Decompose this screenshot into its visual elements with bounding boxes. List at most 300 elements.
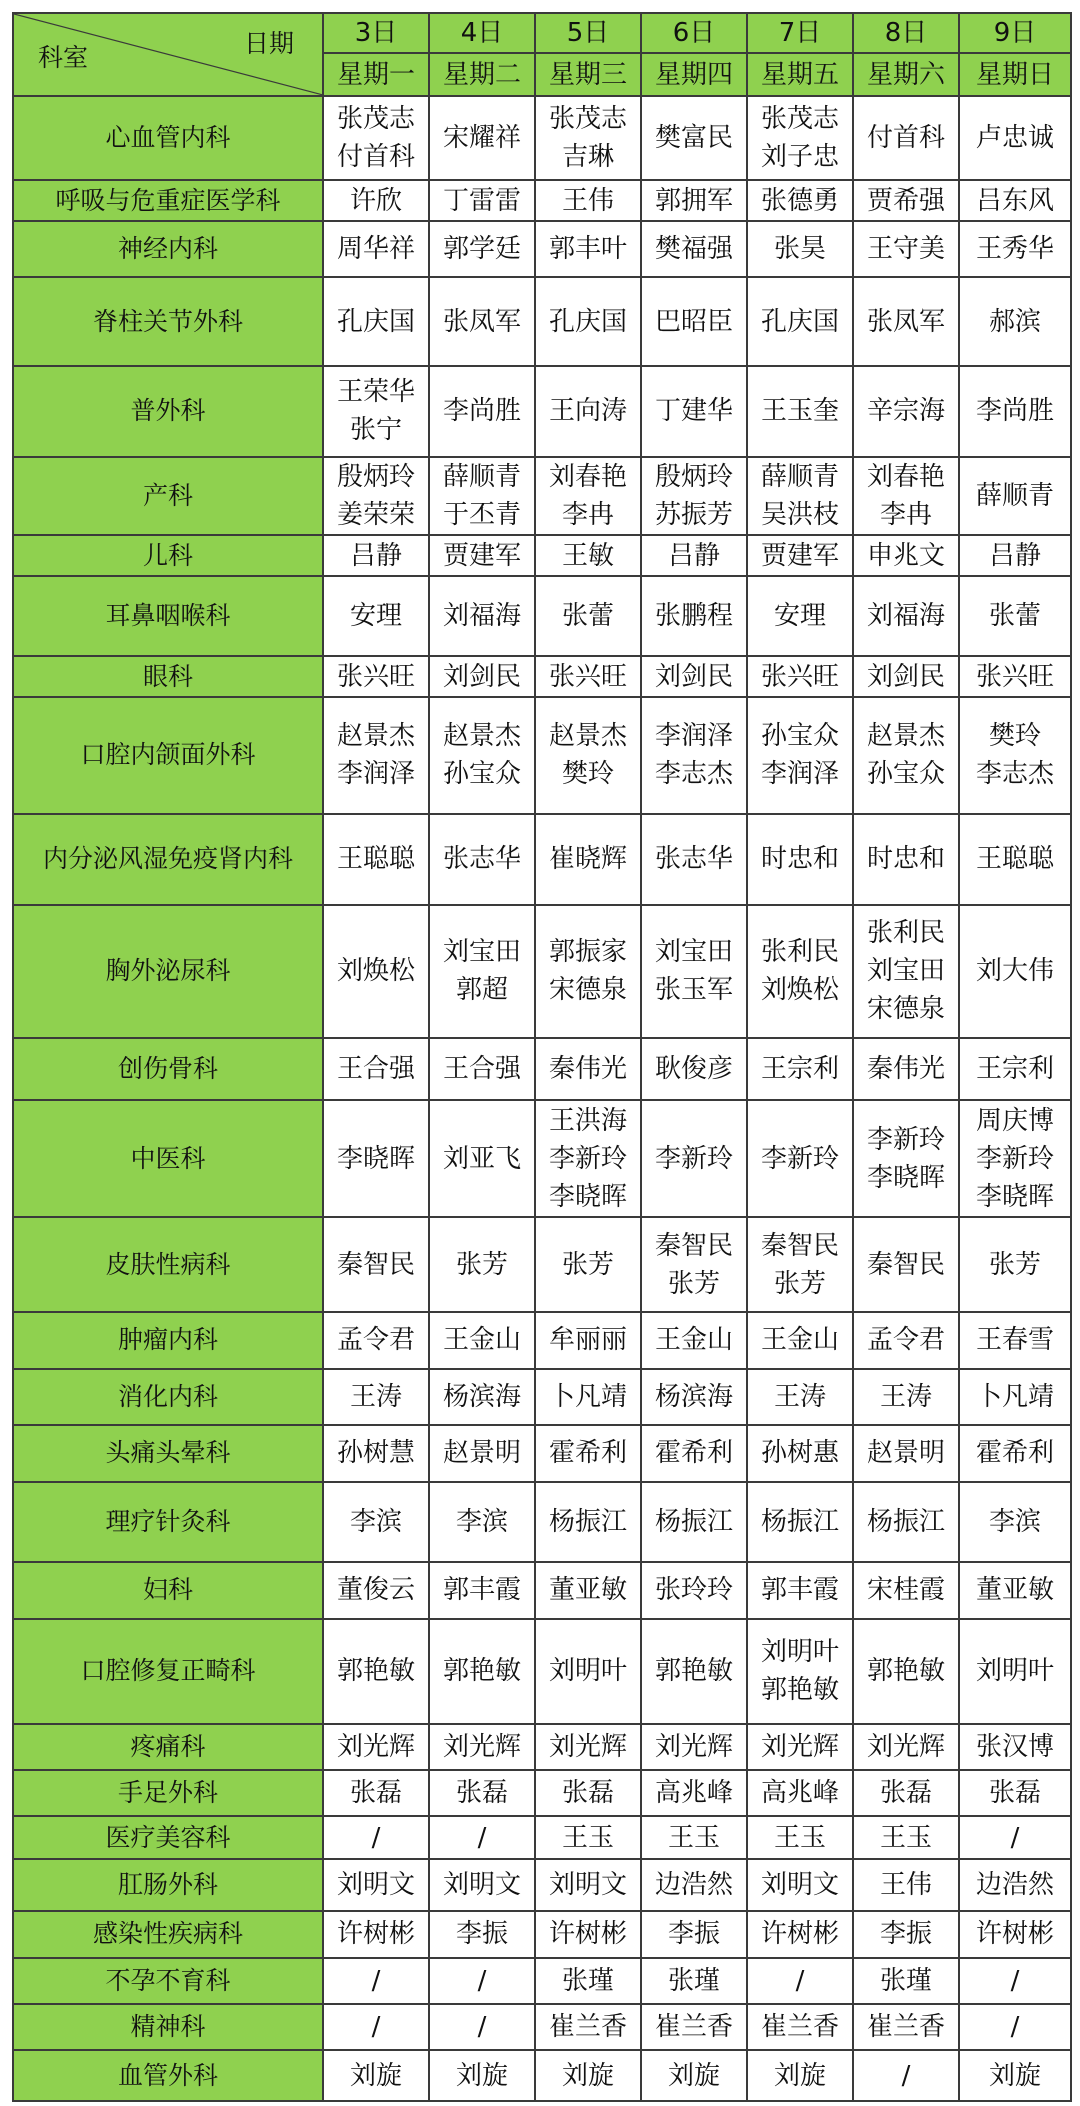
doctor-name: 吕静 bbox=[349, 540, 402, 571]
doctor-name: 董亚敏 bbox=[975, 1575, 1054, 1606]
doctor-name: 张蕾 bbox=[561, 601, 614, 632]
doctor-name: 刘明叶 bbox=[975, 1656, 1054, 1687]
doctor-cell bbox=[959, 814, 1071, 905]
doctor-name: 王涛 bbox=[879, 1381, 932, 1412]
doctor-name: 张兴旺 bbox=[975, 661, 1054, 692]
doctor-cell bbox=[323, 1859, 429, 1911]
doctor-cell bbox=[429, 1724, 535, 1770]
doctor-cell bbox=[323, 1958, 429, 2004]
doctor-name: 王玉 bbox=[773, 1822, 826, 1853]
doctor-cell bbox=[853, 697, 959, 814]
doctor-name: 许树彬 bbox=[760, 1919, 839, 1950]
doctor-name: 李新玲 bbox=[654, 1143, 733, 1174]
table-row bbox=[13, 814, 1071, 905]
doctor-cell bbox=[853, 1425, 959, 1481]
doctor-name: 王玉 bbox=[879, 1822, 932, 1853]
doctor-name: 牟丽丽 bbox=[548, 1325, 627, 1356]
doctor-name: 刘福海 bbox=[866, 601, 945, 632]
doctor-cell bbox=[853, 1100, 959, 1217]
doctor-name: 贾建军 bbox=[442, 540, 521, 571]
table-row bbox=[13, 366, 1071, 457]
doctor-cell bbox=[959, 277, 1071, 366]
doctor-name: 吕静 bbox=[988, 540, 1041, 571]
table-row bbox=[13, 656, 1071, 696]
doctor-cell bbox=[323, 1816, 429, 1858]
doctor-cell bbox=[323, 366, 429, 457]
doctor-name: 秦智民 bbox=[654, 1230, 733, 1261]
doctor-name: 王合强 bbox=[442, 1054, 521, 1085]
doctor-cell bbox=[429, 1619, 535, 1724]
doctor-cell bbox=[535, 697, 641, 814]
doctor-cell bbox=[853, 366, 959, 457]
doctor-name: / bbox=[1010, 2012, 1020, 2043]
doctor-name: / bbox=[371, 2012, 381, 2043]
doctor-cell bbox=[535, 1217, 641, 1312]
department-name-cell: 产科 bbox=[13, 457, 323, 536]
doctor-cell bbox=[323, 277, 429, 366]
doctor-name: 刘剑民 bbox=[866, 661, 945, 692]
doctor-name: 苏振芳 bbox=[654, 500, 733, 531]
doctor-cell bbox=[429, 576, 535, 657]
doctor-cell bbox=[323, 576, 429, 657]
doctor-name: 王涛 bbox=[349, 1381, 402, 1412]
doctor-name: 董俊云 bbox=[336, 1575, 415, 1606]
doctor-name: 付首科 bbox=[336, 142, 415, 173]
doctor-cell bbox=[323, 96, 429, 181]
doctor-name: 张兴旺 bbox=[760, 661, 839, 692]
date-header-cell: 3日 bbox=[323, 13, 429, 53]
doctor-cell bbox=[853, 1369, 959, 1425]
doctor-cell bbox=[959, 697, 1071, 814]
doctor-cell bbox=[323, 2050, 429, 2101]
doctor-name: 刘旋 bbox=[455, 2060, 508, 2091]
weekday-header-cell: 星期二 bbox=[429, 53, 535, 95]
doctor-cell bbox=[853, 656, 959, 696]
doctor-cell bbox=[323, 1038, 429, 1101]
doctor-name: 杨滨海 bbox=[654, 1381, 733, 1412]
doctor-name: 薛顺青 bbox=[760, 462, 839, 493]
doctor-name: 刘子忠 bbox=[760, 142, 839, 173]
doctor-name: 姜荣荣 bbox=[336, 500, 415, 531]
department-name-cell: 不孕不育科 bbox=[13, 1958, 323, 2004]
table-row bbox=[13, 1038, 1071, 1101]
doctor-cell bbox=[747, 2004, 853, 2050]
doctor-name: 时忠和 bbox=[760, 844, 839, 875]
doctor-cell bbox=[959, 1619, 1071, 1724]
doctor-name: 赵景杰 bbox=[548, 721, 627, 752]
doctor-cell bbox=[641, 1425, 747, 1481]
doctor-cell bbox=[429, 1100, 535, 1217]
table-row bbox=[13, 1217, 1071, 1312]
doctor-cell bbox=[323, 1369, 429, 1425]
doctor-cell bbox=[323, 1562, 429, 1618]
doctor-name: 薛顺青 bbox=[975, 481, 1054, 512]
doctor-name: 孙树慧 bbox=[336, 1438, 415, 1469]
doctor-name: 郭艳敏 bbox=[442, 1656, 521, 1687]
doctor-name: 李振 bbox=[879, 1919, 932, 1950]
department-name-cell: 眼科 bbox=[13, 656, 323, 696]
table-row bbox=[13, 1816, 1071, 1858]
doctor-name: 刘光辉 bbox=[442, 1731, 521, 1762]
doctor-cell bbox=[959, 1100, 1071, 1217]
doctor-name: 张凤军 bbox=[866, 306, 945, 337]
doctor-cell bbox=[323, 1312, 429, 1368]
table-row bbox=[13, 221, 1071, 277]
doctor-name: 吕东风 bbox=[975, 185, 1054, 216]
doctor-name: 张兴旺 bbox=[548, 661, 627, 692]
doctor-name: / bbox=[371, 1965, 381, 1996]
doctor-name: 张磊 bbox=[988, 1778, 1041, 1809]
doctor-name: 赵景明 bbox=[442, 1438, 521, 1469]
doctor-name: 孙树惠 bbox=[760, 1438, 839, 1469]
doctor-name: 张磊 bbox=[561, 1778, 614, 1809]
doctor-cell bbox=[853, 2050, 959, 2101]
doctor-name: 李滨 bbox=[455, 1506, 508, 1537]
doctor-cell bbox=[959, 656, 1071, 696]
doctor-name: 张玉军 bbox=[654, 975, 733, 1006]
doctor-name: 张志华 bbox=[654, 844, 733, 875]
doctor-cell bbox=[747, 277, 853, 366]
doctor-name: 吉琳 bbox=[561, 142, 614, 173]
doctor-name: 王洪海 bbox=[548, 1105, 627, 1136]
doctor-cell bbox=[747, 656, 853, 696]
department-name-cell: 妇科 bbox=[13, 1562, 323, 1618]
doctor-cell bbox=[747, 905, 853, 1038]
table-row bbox=[13, 1562, 1071, 1618]
doctor-name: 郭艳敏 bbox=[336, 1656, 415, 1687]
doctor-cell bbox=[959, 1425, 1071, 1481]
doctor-name: 李晓晖 bbox=[548, 1181, 627, 1212]
doctor-cell bbox=[535, 814, 641, 905]
date-header-cell: 9日 bbox=[959, 13, 1071, 53]
weekday-header-cell: 星期一 bbox=[323, 53, 429, 95]
doctor-name: 张利民 bbox=[866, 918, 945, 949]
doctor-name: 樊富民 bbox=[654, 123, 733, 154]
doctor-name: 刘剑民 bbox=[654, 661, 733, 692]
doctor-name: 秦智民 bbox=[760, 1230, 839, 1261]
doctor-name: 张芳 bbox=[455, 1249, 508, 1280]
table-row bbox=[13, 96, 1071, 181]
doctor-cell bbox=[535, 96, 641, 181]
doctor-name: 刘光辉 bbox=[336, 1731, 415, 1762]
doctor-name: 李新玲 bbox=[866, 1124, 945, 1155]
doctor-name: 时忠和 bbox=[866, 844, 945, 875]
table-row bbox=[13, 1100, 1071, 1217]
doctor-name: 刘春艳 bbox=[548, 462, 627, 493]
doctor-cell bbox=[323, 656, 429, 696]
doctor-cell bbox=[323, 814, 429, 905]
doctor-cell bbox=[959, 96, 1071, 181]
doctor-cell bbox=[747, 1312, 853, 1368]
doctor-name: 王春雪 bbox=[975, 1325, 1054, 1356]
doctor-cell bbox=[853, 1217, 959, 1312]
doctor-name: 刘光辉 bbox=[548, 1731, 627, 1762]
date-header-cell: 5日 bbox=[535, 13, 641, 53]
doctor-cell bbox=[535, 1038, 641, 1101]
department-name-cell: 胸外泌尿科 bbox=[13, 905, 323, 1038]
doctor-name: 秦伟光 bbox=[866, 1054, 945, 1085]
doctor-cell bbox=[429, 1911, 535, 1957]
doctor-cell bbox=[853, 1958, 959, 2004]
doctor-cell bbox=[535, 1724, 641, 1770]
doctor-name: 张茂志 bbox=[548, 104, 627, 135]
doctor-cell bbox=[747, 180, 853, 220]
doctor-name: 刘光辉 bbox=[654, 1731, 733, 1762]
doctor-cell bbox=[747, 697, 853, 814]
doctor-cell bbox=[641, 2050, 747, 2101]
doctor-cell bbox=[535, 457, 641, 536]
doctor-cell bbox=[641, 180, 747, 220]
doctor-name: 刘大伟 bbox=[975, 956, 1054, 987]
doctor-cell bbox=[429, 1425, 535, 1481]
header-row-dates bbox=[13, 13, 1071, 53]
weekday-header-cell: 星期五 bbox=[747, 53, 853, 95]
doctor-cell bbox=[959, 221, 1071, 277]
doctor-name: 刘焕松 bbox=[336, 956, 415, 987]
doctor-name: 郭拥军 bbox=[654, 185, 733, 216]
doctor-name: 王聪聪 bbox=[975, 844, 1054, 875]
doctor-name: 王伟 bbox=[879, 1869, 932, 1900]
doctor-name: 樊玲 bbox=[561, 759, 614, 790]
doctor-name: 秦伟光 bbox=[548, 1054, 627, 1085]
doctor-name: / bbox=[371, 1822, 381, 1853]
doctor-cell bbox=[959, 1482, 1071, 1563]
table-row bbox=[13, 1911, 1071, 1957]
doctor-cell bbox=[641, 1619, 747, 1724]
table-row bbox=[13, 697, 1071, 814]
doctor-cell bbox=[959, 2050, 1071, 2101]
doctor-name: 王秀华 bbox=[975, 234, 1054, 264]
doctor-name: 高兆峰 bbox=[760, 1778, 839, 1809]
doctor-cell bbox=[641, 1038, 747, 1101]
doctor-name: 樊玲 bbox=[988, 721, 1041, 752]
doctor-name: 边浩然 bbox=[975, 1869, 1054, 1900]
doctor-cell bbox=[429, 1562, 535, 1618]
doctor-cell bbox=[747, 366, 853, 457]
table-row bbox=[13, 905, 1071, 1038]
doctor-cell bbox=[535, 1816, 641, 1858]
doctor-cell bbox=[747, 221, 853, 277]
doctor-name: 薛顺青 bbox=[442, 462, 521, 493]
doctor-cell bbox=[959, 457, 1071, 536]
doctor-name: 李润泽 bbox=[760, 759, 839, 790]
doctor-cell bbox=[853, 1482, 959, 1563]
doctor-name: 卜凡靖 bbox=[548, 1381, 627, 1412]
doctor-cell bbox=[959, 180, 1071, 220]
table-row bbox=[13, 2050, 1071, 2101]
doctor-name: 王金山 bbox=[442, 1325, 521, 1356]
doctor-name: 郭学廷 bbox=[442, 234, 521, 264]
doctor-cell bbox=[747, 1958, 853, 2004]
doctor-cell bbox=[323, 221, 429, 277]
doctor-cell bbox=[535, 1770, 641, 1816]
doctor-name: 张芳 bbox=[773, 1268, 826, 1299]
doctor-name: 崔兰香 bbox=[548, 2012, 627, 2043]
doctor-name: 刘旋 bbox=[349, 2060, 402, 2091]
doctor-name: 王金山 bbox=[760, 1325, 839, 1356]
table-row bbox=[13, 2004, 1071, 2050]
doctor-name: 安理 bbox=[773, 601, 826, 632]
department-name-cell: 头痛头晕科 bbox=[13, 1425, 323, 1481]
doctor-cell bbox=[641, 1958, 747, 2004]
doctor-name: 刘光辉 bbox=[866, 1731, 945, 1762]
doctor-cell bbox=[747, 1911, 853, 1957]
doctor-name: 李滨 bbox=[349, 1506, 402, 1537]
doctor-cell bbox=[323, 1619, 429, 1724]
doctor-cell bbox=[959, 1312, 1071, 1368]
doctor-cell bbox=[747, 1562, 853, 1618]
doctor-cell bbox=[641, 221, 747, 277]
weekday-header-cell: 星期三 bbox=[535, 53, 641, 95]
doctor-name: 赵景杰 bbox=[442, 721, 521, 752]
doctor-name: 张磊 bbox=[879, 1778, 932, 1809]
doctor-cell bbox=[535, 1859, 641, 1911]
doctor-cell bbox=[641, 656, 747, 696]
doctor-cell bbox=[747, 1369, 853, 1425]
doctor-cell bbox=[429, 96, 535, 181]
doctor-cell bbox=[853, 2004, 959, 2050]
doctor-cell bbox=[853, 1770, 959, 1816]
doctor-cell bbox=[747, 1724, 853, 1770]
doctor-name: 张利民 bbox=[760, 937, 839, 968]
doctor-name: 郭振家 bbox=[548, 937, 627, 968]
doctor-cell bbox=[641, 1369, 747, 1425]
doctor-cell bbox=[853, 576, 959, 657]
doctor-name: 李晓晖 bbox=[866, 1162, 945, 1193]
doctor-name: 赵景杰 bbox=[866, 721, 945, 752]
doctor-cell bbox=[641, 576, 747, 657]
doctor-name: 秦智民 bbox=[866, 1249, 945, 1280]
doctor-cell bbox=[323, 180, 429, 220]
doctor-name: 孔庆国 bbox=[548, 306, 627, 337]
department-name-cell: 理疗针灸科 bbox=[13, 1482, 323, 1563]
doctor-name: 王宗利 bbox=[760, 1054, 839, 1085]
doctor-cell bbox=[323, 1217, 429, 1312]
doctor-cell bbox=[535, 656, 641, 696]
doctor-name: 周华祥 bbox=[336, 234, 415, 264]
doctor-name: 崔兰香 bbox=[866, 2012, 945, 2043]
doctor-name: 刘焕松 bbox=[760, 975, 839, 1006]
doctor-name: 郭超 bbox=[455, 975, 508, 1006]
doctor-name: 李润泽 bbox=[654, 721, 733, 752]
department-name-cell: 血管外科 bbox=[13, 2050, 323, 2101]
doctor-name: 付首科 bbox=[866, 123, 945, 154]
doctor-name: 杨振江 bbox=[548, 1506, 627, 1537]
doctor-name: 刘宝田 bbox=[654, 937, 733, 968]
doctor-name: 李晓晖 bbox=[336, 1143, 415, 1174]
table-row bbox=[13, 1312, 1071, 1368]
doctor-cell bbox=[429, 457, 535, 536]
doctor-name: 王涛 bbox=[773, 1381, 826, 1412]
doctor-name: 张瑾 bbox=[561, 1965, 614, 1996]
doctor-name: 高兆峰 bbox=[654, 1778, 733, 1809]
doctor-cell bbox=[747, 1619, 853, 1724]
doctor-name: / bbox=[477, 2012, 487, 2043]
doctor-name: 刘宝田 bbox=[442, 937, 521, 968]
doctor-cell bbox=[641, 1859, 747, 1911]
doctor-cell bbox=[747, 814, 853, 905]
date-header-cell: 7日 bbox=[747, 13, 853, 53]
department-name-cell: 儿科 bbox=[13, 535, 323, 575]
doctor-cell bbox=[853, 1859, 959, 1911]
doctor-name: 贾希强 bbox=[866, 185, 945, 216]
doctor-cell bbox=[429, 2004, 535, 2050]
doctor-name: / bbox=[477, 1822, 487, 1853]
doctor-cell bbox=[641, 814, 747, 905]
doctor-cell bbox=[853, 1562, 959, 1618]
doctor-name: 宋德泉 bbox=[866, 994, 945, 1025]
doctor-cell bbox=[323, 1425, 429, 1481]
doctor-name: 霍希利 bbox=[654, 1438, 733, 1469]
doctor-name: 李尚胜 bbox=[975, 396, 1054, 427]
doctor-name: 许树彬 bbox=[548, 1919, 627, 1950]
doctor-cell bbox=[535, 1312, 641, 1368]
doctor-name: 郭艳敏 bbox=[760, 1675, 839, 1706]
corner-label-date: 日期 bbox=[243, 29, 294, 58]
doctor-name: 李冉 bbox=[879, 500, 932, 531]
doctor-name: 刘明叶 bbox=[760, 1637, 839, 1668]
department-name-cell: 消化内科 bbox=[13, 1369, 323, 1425]
doctor-name: 辛宗海 bbox=[866, 396, 945, 427]
doctor-name: 李滨 bbox=[988, 1506, 1041, 1537]
doctor-name: / bbox=[901, 2060, 911, 2091]
doctor-name: 于丕青 bbox=[442, 500, 521, 531]
corner-label-department: 科室 bbox=[38, 43, 89, 72]
doctor-cell bbox=[429, 535, 535, 575]
doctor-name: 巴昭臣 bbox=[654, 306, 733, 337]
doctor-cell bbox=[853, 96, 959, 181]
doctor-name: 张志华 bbox=[442, 844, 521, 875]
doctor-name: / bbox=[1010, 1965, 1020, 1996]
doctor-name: 卢忠诚 bbox=[975, 123, 1054, 154]
doctor-name: 刘明文 bbox=[442, 1869, 521, 1900]
doctor-cell bbox=[641, 1911, 747, 1957]
department-name-cell: 疼痛科 bbox=[13, 1724, 323, 1770]
doctor-cell bbox=[853, 1312, 959, 1368]
doctor-name: 刘旋 bbox=[773, 2060, 826, 2091]
doctor-name: 郭艳敏 bbox=[866, 1656, 945, 1687]
doctor-cell bbox=[959, 1217, 1071, 1312]
doctor-cell bbox=[853, 1911, 959, 1957]
table-row bbox=[13, 1770, 1071, 1816]
doctor-cell bbox=[535, 1100, 641, 1217]
doctor-cell bbox=[429, 180, 535, 220]
doctor-name: 王向涛 bbox=[548, 396, 627, 427]
doctor-name: 张磊 bbox=[349, 1778, 402, 1809]
doctor-name: 许树彬 bbox=[336, 1919, 415, 1950]
doctor-name: 杨振江 bbox=[866, 1506, 945, 1537]
doctor-cell bbox=[747, 1816, 853, 1858]
doctor-name: 殷炳玲 bbox=[336, 462, 415, 493]
doctor-cell bbox=[429, 1369, 535, 1425]
doctor-name: / bbox=[477, 1965, 487, 1996]
doctor-name: 董亚敏 bbox=[548, 1575, 627, 1606]
doctor-name: 秦智民 bbox=[336, 1249, 415, 1280]
doctor-cell bbox=[959, 576, 1071, 657]
doctor-name: 郭艳敏 bbox=[654, 1656, 733, 1687]
doctor-cell bbox=[959, 2004, 1071, 2050]
doctor-cell bbox=[429, 1217, 535, 1312]
doctor-name: 刘旋 bbox=[667, 2060, 720, 2091]
doctor-cell bbox=[429, 1038, 535, 1101]
doctor-name: 周庆博 bbox=[975, 1105, 1054, 1136]
doctor-name: 孟令君 bbox=[336, 1325, 415, 1356]
doctor-name: 孙宝众 bbox=[760, 721, 839, 752]
department-name-cell: 医疗美容科 bbox=[13, 1816, 323, 1858]
doctor-cell bbox=[959, 366, 1071, 457]
doctor-cell bbox=[641, 905, 747, 1038]
doctor-name: 赵景杰 bbox=[336, 721, 415, 752]
